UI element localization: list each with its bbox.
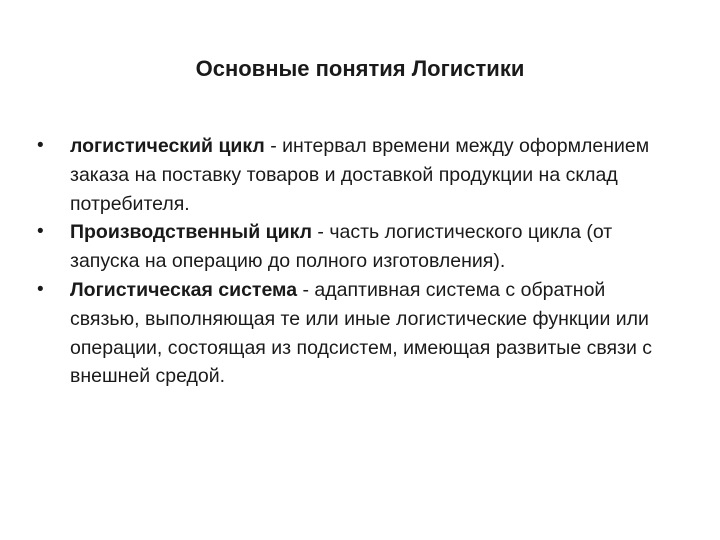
bullet-icon: • — [37, 278, 44, 300]
list-item — [34, 276, 674, 391]
definition-logistic-system: - адаптивная система с обратной связью, выполняющая те или иные логистические функции или операции, состоящая из подсистем, имеющая развитые связи с внешней средой. — [70, 278, 653, 388]
definition-logistic-cycle: - интервал времени между оформлением заказа на поставку товаров и доставкой продукции на склад потребителя. — [70, 135, 650, 215]
list-item — [34, 132, 674, 218]
list-item — [34, 218, 674, 276]
definition-list — [34, 132, 674, 391]
term-logistic-system: Логистическая система — [70, 278, 298, 301]
bullet-icon: • — [37, 221, 44, 243]
term-production-cycle: Производственный цикл — [70, 221, 312, 244]
bullet-icon: • — [37, 135, 44, 156]
term-logistic-cycle: логистический цикл — [70, 135, 265, 157]
slide-title: Основные понятия Логистики — [195, 56, 525, 81]
definition-production-cycle: - часть логистического цикла (от запуска на операцию до полного изготовления). — [70, 221, 613, 273]
